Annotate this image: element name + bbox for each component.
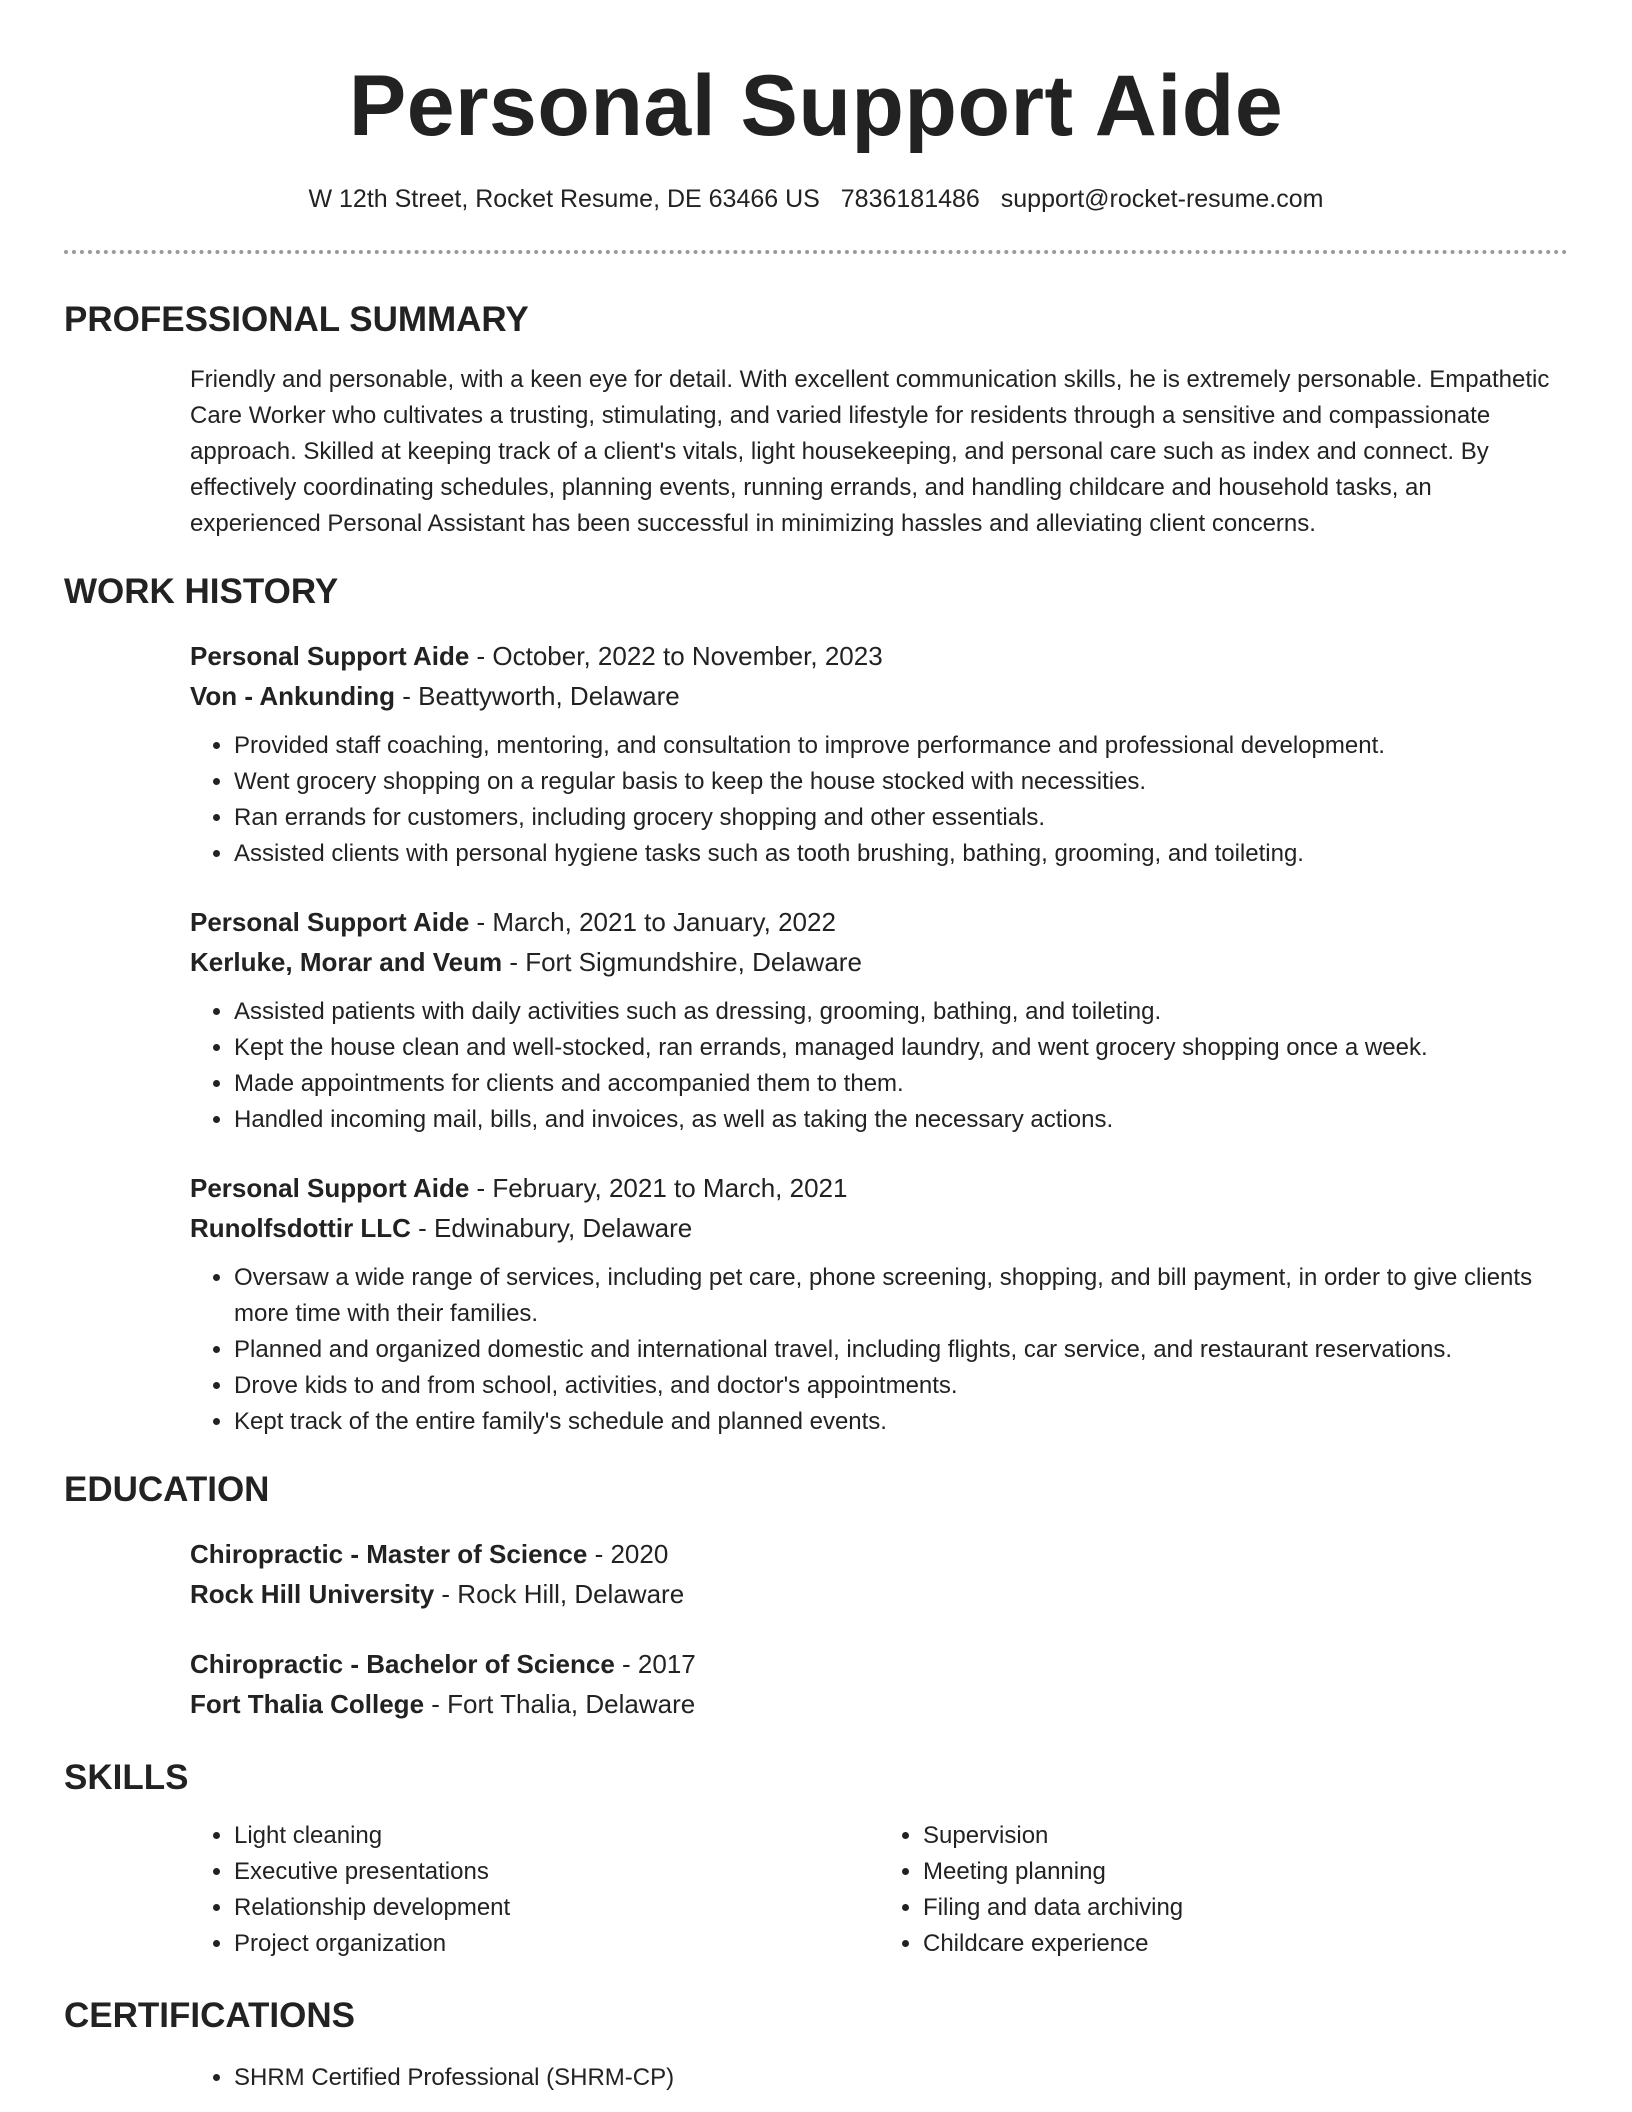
job-title-line [190,636,1568,676]
job-company-line [190,942,1568,982]
job-bullet: • Went grocery shopping on a regular basis to keep the house stocked with necessities. [234,764,1568,800]
degree-line [190,1534,1568,1574]
education-section [64,1468,1568,1724]
job-company: Kerluke, Morar and Veum [190,947,503,977]
job-dates: - March, 2021 to January, 2022 [469,907,836,937]
job-company: Runolfsdottir LLC [190,1213,411,1243]
job-bullet: • Kept track of the entire family's schedule and planned events. [234,1404,1568,1440]
contact-address: W 12th Street, Rocket Resume, DE 63466 US [308,185,820,213]
skill-item: • Childcare experience [923,1926,1568,1962]
job-title-line [190,902,1568,942]
education-entry [190,1534,1568,1614]
job-bullet: • Oversaw a wide range of services, including pet care, phone screening, shopping, and bill payment, in order to give clients more time with their families. [234,1260,1568,1332]
summary-section [64,298,1568,542]
job-bullet: • Made appointments for clients and accompanied them to them. [234,1066,1568,1102]
header-divider [64,250,1568,254]
job-bullets [190,1260,1568,1440]
contact-phone: 7836181486 [840,185,980,213]
job-dates: - February, 2021 to March, 2021 [469,1173,848,1203]
job-role: Personal Support Aide [190,641,470,671]
skills-heading: SKILLS [64,1758,189,1797]
job-entry [190,636,1568,872]
degree-name: Chiropractic - Master of Science [190,1539,588,1569]
certifications-heading: CERTIFICATIONS [64,1996,356,2035]
job-location: - Edwinabury, Delaware [410,1213,693,1243]
job-company: Von - Ankunding [190,681,396,711]
contact-line [64,182,1568,216]
skill-item: • Filing and data archiving [923,1890,1568,1926]
certification-item: • SHRM Certified Professional (SHRM-CP) [234,2060,1568,2096]
skill-item: • Meeting planning [923,1854,1568,1890]
summary-text: Friendly and personable, with a keen eye for detail. With excellent communication skills, he is extremely personable. Empathetic Care Worker who cultivates a trusting, stimulating, and varied lifestyle for residents through a sensitive and compassionate approach. Skilled at keeping track of a client's vitals, light housekeeping, and personal care such as index and connect. By effectively coordinating schedules, planning events, running errands, and handling childcare and household tasks, an experienced Personal Assistant has been successful in minimizing hassles and alleviating client concerns. [190,366,1550,537]
skills-left-list [190,1818,879,1962]
degree-name: Chiropractic - Bachelor of Science [190,1649,615,1679]
job-role: Personal Support Aide [190,1173,470,1203]
work-history-section [64,570,1568,1440]
job-dates: - October, 2022 to November, 2023 [469,641,883,671]
job-company-line [190,676,1568,716]
job-company-line [190,1208,1568,1248]
job-bullet: • Drove kids to and from school, activities, and doctor's appointments. [234,1368,1568,1404]
resume-header [64,0,1568,216]
school-line [190,1684,1568,1724]
skill-item: • Relationship development [234,1890,879,1926]
job-bullets [190,994,1568,1138]
summary-heading: PROFESSIONAL SUMMARY [64,300,529,339]
job-title-line [190,1168,1568,1208]
job-role: Personal Support Aide [190,907,470,937]
education-entry [190,1644,1568,1724]
job-bullet: • Kept the house clean and well-stocked, ran errands, managed laundry, and went grocery shopping once a week. [234,1030,1568,1066]
school-name: Rock Hill University [190,1579,435,1609]
certifications-section [64,1994,1568,2096]
skills-section [64,1756,1568,1962]
skill-item: • Light cleaning [234,1818,879,1854]
job-bullet: • Assisted clients with personal hygiene tasks such as tooth brushing, bathing, grooming, and toileting. [234,836,1568,872]
education-heading: EDUCATION [64,1470,270,1509]
school-location: - Fort Thalia, Delaware [424,1689,696,1719]
skills-columns [190,1818,1568,1962]
job-bullets [190,728,1568,872]
candidate-name: Personal Support Aide [348,58,1284,154]
school-name: Fort Thalia College [190,1689,425,1719]
skills-right-list [879,1818,1568,1962]
degree-year: - 2017 [614,1649,696,1679]
degree-line [190,1644,1568,1684]
certifications-list [190,2060,1568,2096]
job-bullet: • Ran errands for customers, including grocery shopping and other essentials. [234,800,1568,836]
job-bullet: • Assisted patients with daily activities such as dressing, grooming, bathing, and toileting. [234,994,1568,1030]
school-location: - Rock Hill, Delaware [434,1579,685,1609]
work-history-heading: WORK HISTORY [64,572,339,611]
degree-year: - 2020 [587,1539,669,1569]
job-location: - Beattyworth, Delaware [395,681,680,711]
contact-email: support@rocket-resume.com [1000,185,1324,213]
job-bullet: • Provided staff coaching, mentoring, and consultation to improve performance and professional development. [234,728,1568,764]
job-entry [190,902,1568,1138]
job-entry [190,1168,1568,1440]
job-location: - Fort Sigmundshire, Delaware [502,947,862,977]
skill-item: • Project organization [234,1926,879,1962]
job-bullet: • Planned and organized domestic and international travel, including flights, car service, and restaurant reservations. [234,1332,1568,1368]
skill-item: • Executive presentations [234,1854,879,1890]
skill-item: • Supervision [923,1818,1568,1854]
job-bullet: • Handled incoming mail, bills, and invoices, as well as taking the necessary actions. [234,1102,1568,1138]
school-line [190,1574,1568,1614]
